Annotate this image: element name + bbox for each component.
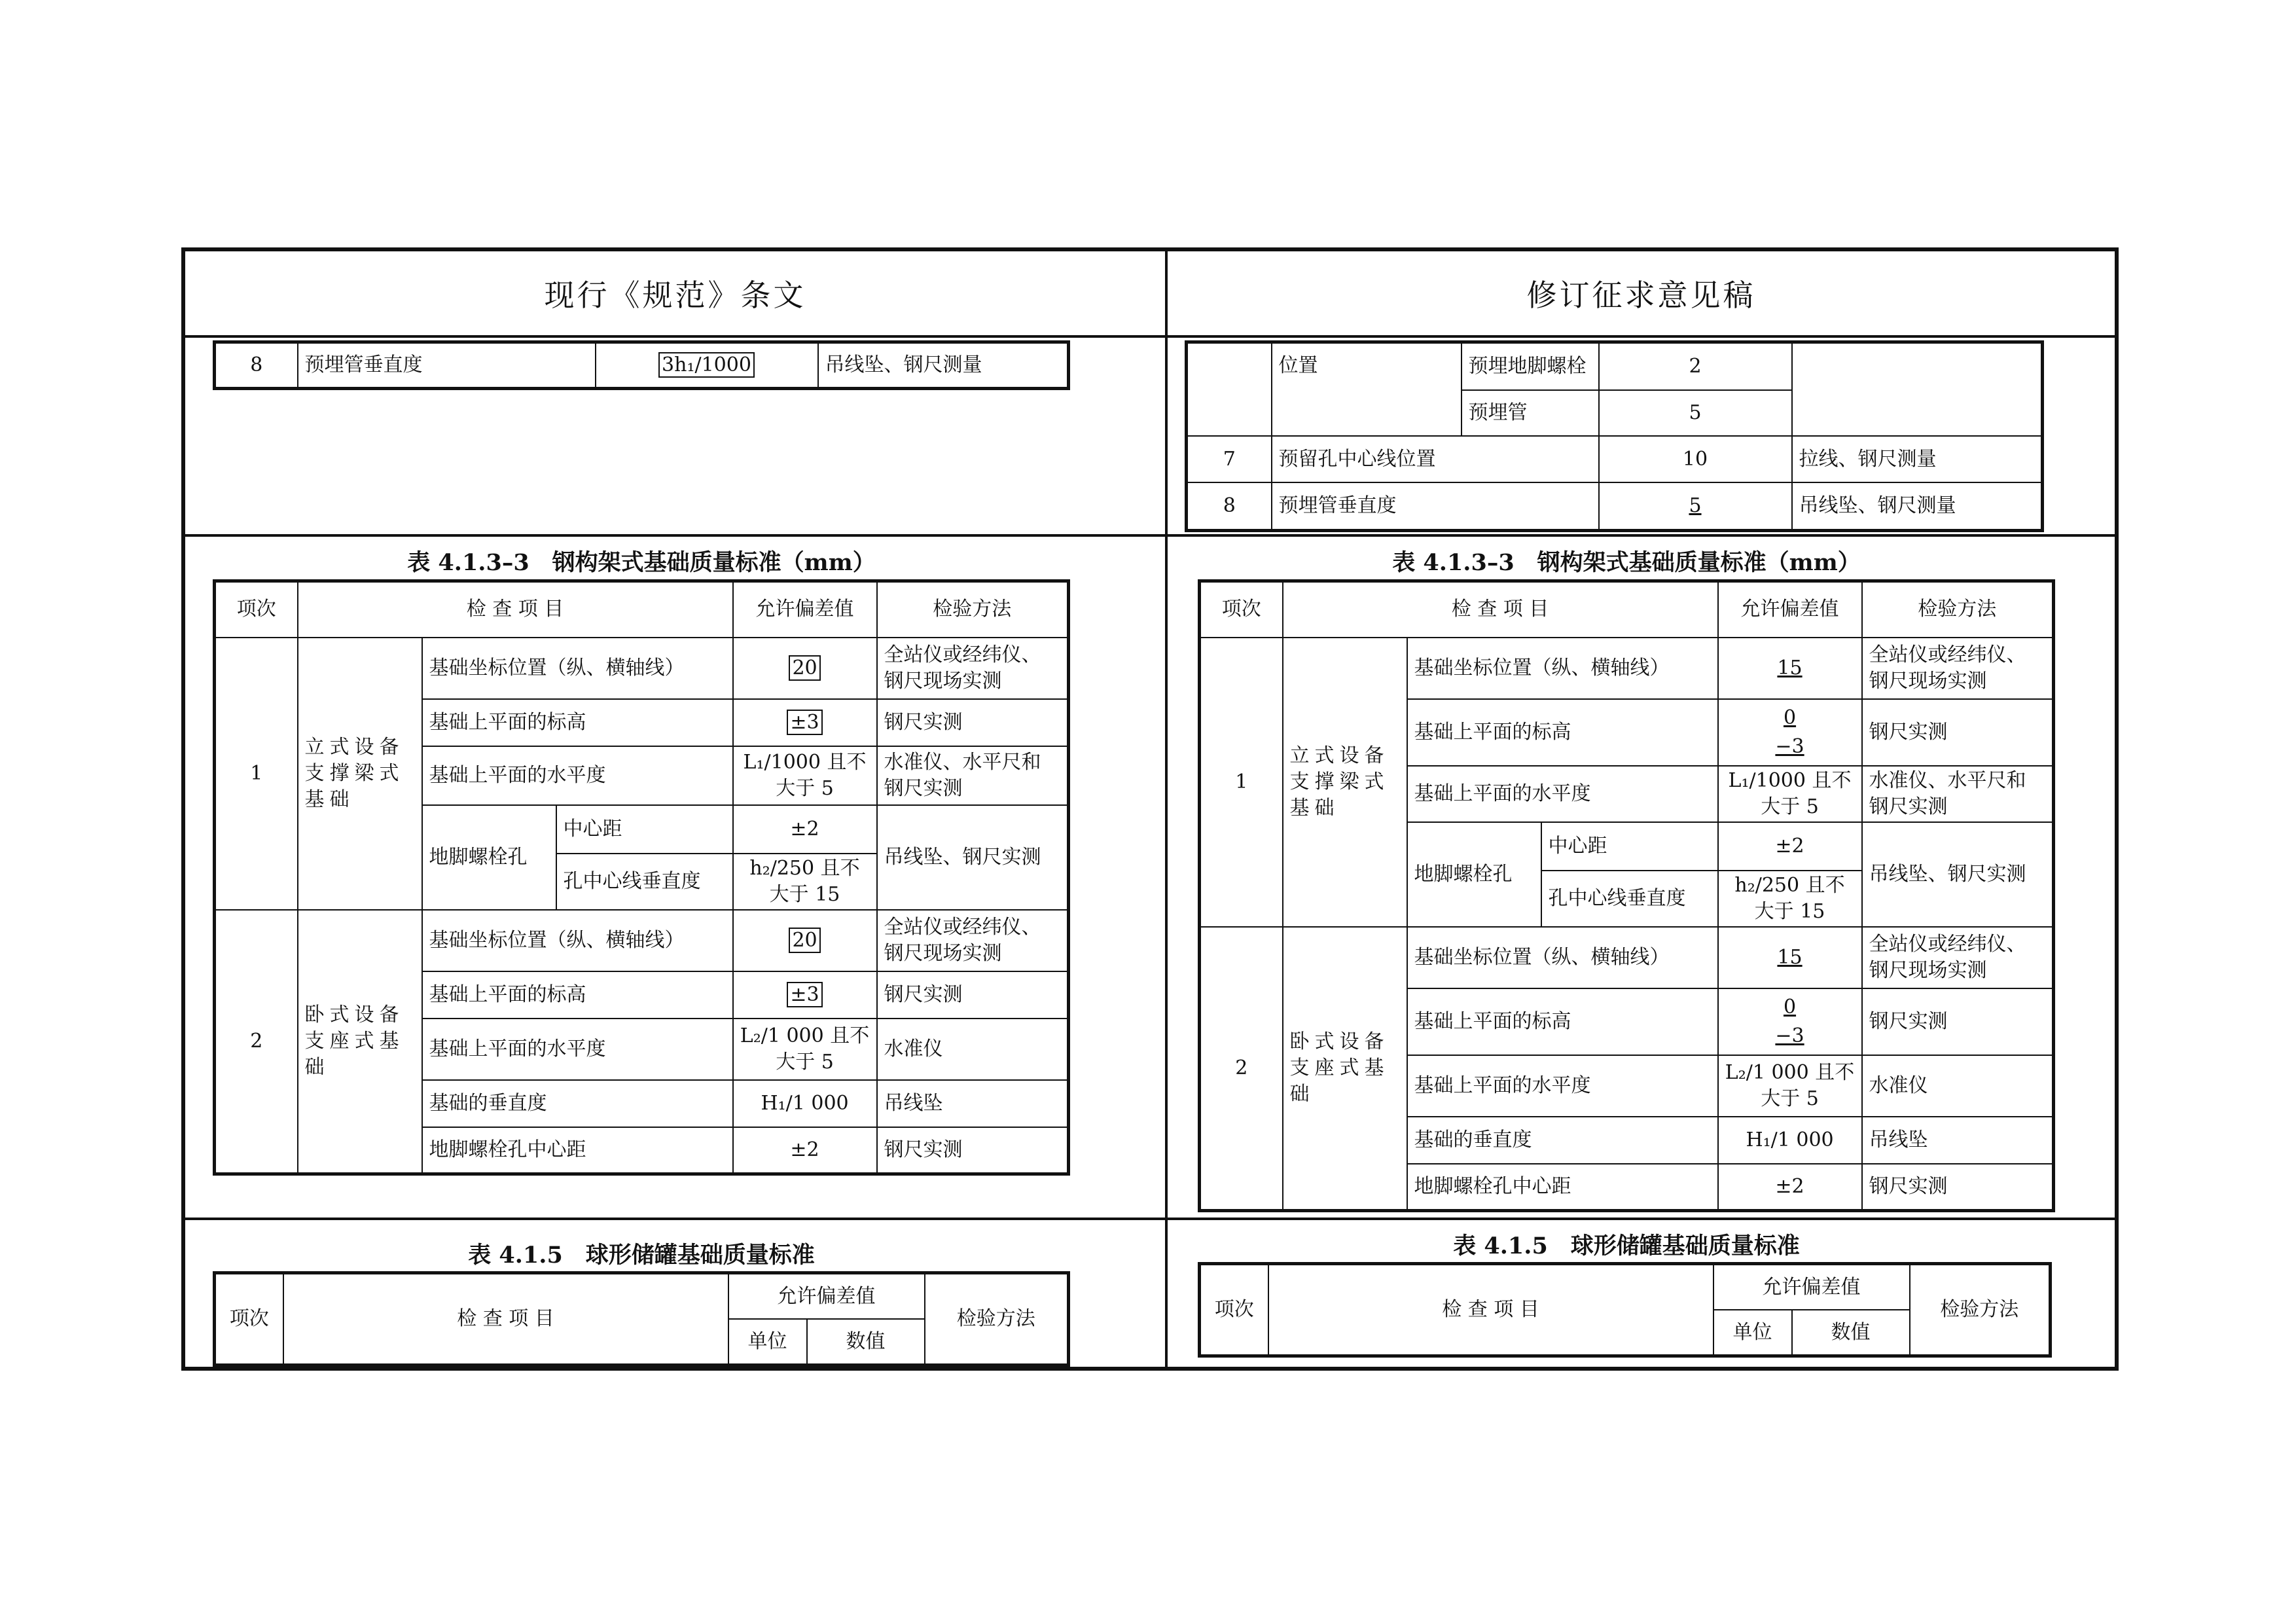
spherical-tank-table-current [213, 1271, 1070, 1367]
row-value [733, 699, 877, 746]
row-method: 全站仪或经纬仪、钢尺现场实测 [1862, 638, 2054, 699]
row-item: 基础上平面的标高 [1407, 988, 1718, 1055]
col-header-item: 检 查 项 目 [1283, 581, 1718, 638]
position-group: 位置 [1272, 342, 1462, 437]
prev-table-tail-right [1185, 340, 2044, 532]
tolerance-upper: 0 [1783, 706, 1797, 729]
row-value [596, 342, 818, 389]
row-method: 全站仪或经纬仪、钢尺现场实测 [877, 638, 1069, 699]
header-revision-draft: 修订征求意见稿 [1526, 278, 1756, 313]
row-method: 钢尺实测 [877, 1127, 1069, 1174]
spherical-tank-table-revised [1198, 1262, 2052, 1358]
row-item: 地脚螺栓孔中心距 [422, 1127, 733, 1174]
row-item: 基础坐标位置（纵、横轴线） [422, 638, 733, 699]
group-name: 立式设备支撑梁式基础 [1283, 638, 1407, 927]
section-rule-1 [181, 534, 2119, 537]
col-header-item: 检 查 项 目 [298, 581, 733, 638]
row-method: 水准仪、水平尺和钢尺实测 [1862, 766, 2054, 822]
row-value [1599, 482, 1792, 530]
row-method: 拉线、钢尺测量 [1792, 436, 2043, 482]
row-item: 基础上平面的水平度 [1407, 1055, 1718, 1117]
row-value [1718, 988, 1862, 1055]
row-subitem: 中心距 [556, 805, 733, 854]
col-header-item: 检 查 项 目 [283, 1273, 728, 1365]
row-item: 基础上平面的标高 [1407, 699, 1718, 766]
row-value: L₂/1 000 且不大于 5 [1718, 1055, 1862, 1117]
row-method: 全站仪或经纬仪、钢尺现场实测 [877, 910, 1069, 971]
col-header-method: 检验方法 [1862, 581, 2054, 638]
row-item: 基础上平面的水平度 [1407, 766, 1718, 822]
tolerance-upper: 0 [1783, 995, 1797, 1019]
row-value: ±2 [733, 1127, 877, 1174]
row-value [1718, 927, 1862, 988]
row-value: 10 [1599, 436, 1792, 482]
row-value: L₂/1 000 且不大于 5 [733, 1019, 877, 1080]
row-item: 地脚螺栓孔中心距 [1407, 1164, 1718, 1211]
row-method: 钢尺实测 [1862, 988, 2054, 1055]
col-header-value: 数值 [807, 1319, 925, 1365]
row-method: 全站仪或经纬仪、钢尺现场实测 [1862, 927, 2054, 988]
tolerance-lower: −3 [1775, 1024, 1804, 1047]
row-item: 基础坐标位置（纵、横轴线） [1407, 927, 1718, 988]
changed-value-box: ±3 [787, 710, 822, 735]
row-method: 水准仪 [877, 1019, 1069, 1080]
row-value: H₁/1 000 [1718, 1117, 1862, 1164]
header-rule [181, 335, 2119, 338]
row-value: h₂/250 且不大于 15 [1718, 871, 1862, 927]
row-item: 地脚螺栓孔 [1407, 822, 1541, 927]
empty-cell [1187, 342, 1272, 437]
col-header-method: 检验方法 [877, 581, 1069, 638]
col-header-method: 检验方法 [925, 1273, 1069, 1365]
column-divider [1165, 247, 1168, 1371]
steel-frame-table-current [213, 579, 1070, 1176]
group-no: 2 [215, 910, 298, 1174]
table-caption-right: 表 4.1.3–3 钢构架式基础质量标准（mm） [1392, 549, 1861, 576]
row-method: 吊线坠、钢尺实测 [877, 805, 1069, 910]
col-header-no: 项次 [1200, 1264, 1268, 1356]
row-value: ±2 [1718, 1164, 1862, 1211]
row-item: 预埋管垂直度 [298, 342, 596, 389]
section-rule-2 [181, 1218, 2119, 1220]
row-value: L₁/1000 且不大于 5 [733, 746, 877, 805]
steel-frame-table-revised [1198, 579, 2055, 1212]
row-subitem: 中心距 [1541, 822, 1718, 871]
row-no: 7 [1187, 436, 1272, 482]
row-value [733, 971, 877, 1019]
row-method: 吊线坠 [1862, 1117, 2054, 1164]
group-name: 立式设备支撑梁式基础 [298, 638, 422, 910]
row-method: 吊线坠 [877, 1080, 1069, 1127]
changed-value-box: 20 [789, 928, 820, 953]
row-item: 基础上平面的标高 [422, 971, 733, 1019]
row-item: 预埋管垂直度 [1272, 482, 1599, 530]
col-header-tolerance: 允许偏差值 [1713, 1264, 1910, 1310]
row-value [733, 910, 877, 971]
col-header-tolerance: 允许偏差值 [728, 1273, 925, 1320]
row-value: L₁/1000 且不大于 5 [1718, 766, 1862, 822]
changed-value: 5 [1689, 494, 1702, 518]
group-no: 1 [1200, 638, 1283, 927]
changed-value: 15 [1777, 656, 1803, 679]
changed-value-box: 20 [789, 655, 820, 681]
col-header-unit: 单位 [728, 1319, 807, 1365]
group-no: 2 [1200, 927, 1283, 1211]
row-item: 预留孔中心线位置 [1272, 436, 1599, 482]
row-item: 基础坐标位置（纵、横轴线） [1407, 638, 1718, 699]
row-value: h₂/250 且不大于 15 [733, 854, 877, 910]
row-item: 基础上平面的水平度 [422, 1019, 733, 1080]
row-value: ±2 [1718, 822, 1862, 871]
row-item: 基础上平面的水平度 [422, 746, 733, 805]
row-item: 预埋管 [1462, 390, 1599, 437]
row-value: ±2 [733, 805, 877, 854]
col-header-tolerance: 允许偏差值 [733, 581, 877, 638]
col-header-item: 检 查 项 目 [1268, 1264, 1713, 1356]
col-header-no: 项次 [1200, 581, 1283, 638]
table-caption-left-415: 表 4.1.5 球形储罐基础质量标准 [468, 1242, 815, 1269]
elevation-tolerance [1775, 993, 1804, 1051]
row-value [733, 638, 877, 699]
empty-cell [1792, 342, 2043, 437]
elevation-tolerance [1775, 704, 1804, 761]
row-item: 基础坐标位置（纵、横轴线） [422, 910, 733, 971]
row-method: 钢尺实测 [1862, 699, 2054, 766]
row-method: 水准仪、水平尺和钢尺实测 [877, 746, 1069, 805]
row-value [1718, 638, 1862, 699]
col-header-tolerance: 允许偏差值 [1718, 581, 1862, 638]
row-value: H₁/1 000 [733, 1080, 877, 1127]
changed-value: 15 [1777, 945, 1803, 969]
row-value: 5 [1599, 390, 1792, 437]
col-header-value: 数值 [1792, 1310, 1910, 1356]
table-caption-right-415: 表 4.1.5 球形储罐基础质量标准 [1453, 1233, 1800, 1259]
row-method: 吊线坠、钢尺测量 [818, 342, 1069, 389]
table-caption-left: 表 4.1.3–3 钢构架式基础质量标准（mm） [407, 549, 876, 576]
changed-value-box: ±3 [787, 982, 822, 1007]
col-header-no: 项次 [215, 1273, 283, 1365]
row-method: 吊线坠、钢尺测量 [1792, 482, 2043, 530]
row-no: 8 [215, 342, 298, 389]
row-method: 钢尺实测 [877, 699, 1069, 746]
row-method: 吊线坠、钢尺实测 [1862, 822, 2054, 927]
group-name: 卧式设备支座式基础 [1283, 927, 1407, 1211]
group-no: 1 [215, 638, 298, 910]
row-subitem: 孔中心线垂直度 [1541, 871, 1718, 927]
prev-table-tail-left [213, 340, 1070, 390]
row-no: 8 [1187, 482, 1272, 530]
row-item: 地脚螺栓孔 [422, 805, 556, 910]
row-value: 2 [1599, 342, 1792, 390]
col-header-no: 项次 [215, 581, 298, 638]
col-header-method: 检验方法 [1910, 1264, 2051, 1356]
changed-value-box: 3h₁/1000 [658, 352, 755, 378]
row-item: 基础的垂直度 [422, 1080, 733, 1127]
header-current-code: 现行《规范》条文 [544, 278, 806, 313]
tolerance-lower: −3 [1775, 734, 1804, 758]
col-header-unit: 单位 [1713, 1310, 1792, 1356]
row-method: 钢尺实测 [1862, 1164, 2054, 1211]
row-method: 水准仪 [1862, 1055, 2054, 1117]
row-item: 预埋地脚螺栓 [1462, 342, 1599, 390]
row-value [1718, 699, 1862, 766]
row-method: 钢尺实测 [877, 971, 1069, 1019]
group-name: 卧式设备支座式基础 [298, 910, 422, 1174]
row-item: 基础的垂直度 [1407, 1117, 1718, 1164]
row-subitem: 孔中心线垂直度 [556, 854, 733, 910]
row-item: 基础上平面的标高 [422, 699, 733, 746]
